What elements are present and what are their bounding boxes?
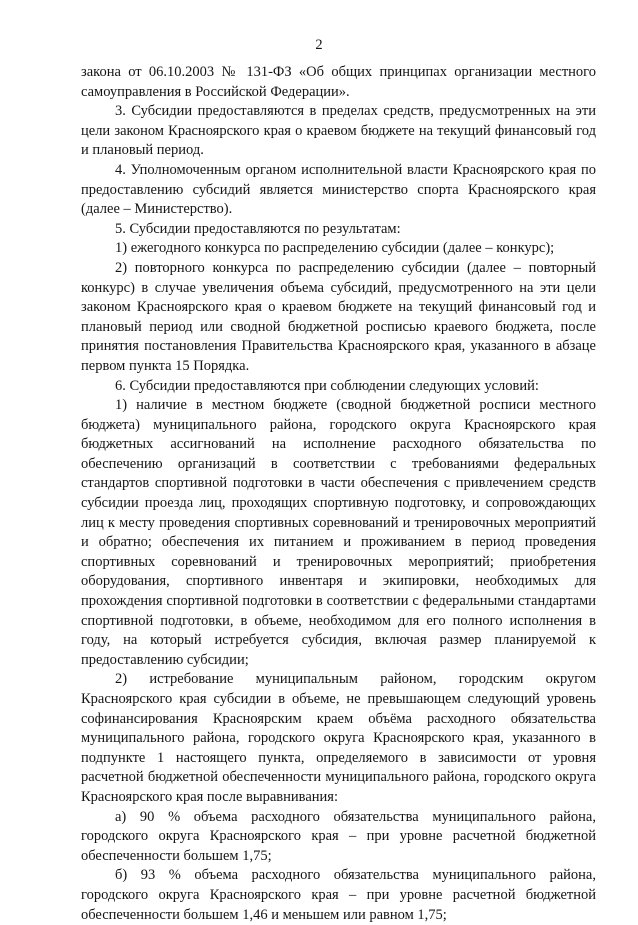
subitem-5-2: 2) повторного конкурса по распределению субсидии (далее – повторный конкурс) в случае увеличения объема субсидий, предусмотренного на эти цели законом Красноярского края о краевом бюджете на текущий финансовый год и плановый период или сводной бюджетной росписью краевого бюджета, после принятия постановления Правительства Красноярского края, указанного в абзаце первом пункта 15 Порядка. [81,259,596,374]
page-number: 2 [315,37,323,53]
paragraph-item-5: 5. Субсидии предоставляются по результатам: [115,220,401,237]
subitem-6-2-b: б) 93 % объема расходного обязательства муниципального района, городского округа Красноярского края – при уровне расчетной бюджетной обеспеченности большем 1,46 и меньшем или равном 1,75; [81,867,596,923]
document-body [81,63,596,925]
paragraph: закона от 06.10.2003 № 131-ФЗ «Об общих принципах организации местного самоуправления в Российской Федерации». [81,64,596,100]
paragraph-item-4: 4. Уполномоченным органом исполнительной власти Красноярского края по предоставлению субсидий является министерство спорта Красноярского края (далее – Министерство). [81,161,596,218]
subitem-5-1: 1) ежегодного конкурса по распределению субсидии (далее – конкурс); [115,240,555,257]
paragraph-item-3: 3. Субсидии предоставляются в пределах средств, предусмотренных на эти цели законом Красноярского края о краевом бюджете на текущий финансовый год и плановый период. [81,103,596,159]
subitem-6-2: 2) истребование муниципальным районом, городским округом Красноярского края субсидии в объеме, не превышающем следующий уровень софинансирования Красноярским краем объёма расходного обязательства муниципального района, городского округа Красноярского края, указанного в подпункте 1 настоящего пункта, определяемого в зависимости от уровня расчетной бюджетной обеспеченности муниципального района, городского округа Красноярского края после выравнивания: [81,671,596,805]
paragraph-item-6: 6. Субсидии предоставляются при соблюдении следующих условий: [115,377,539,394]
subitem-6-2-a: а) 90 % объема расходного обязательства муниципального района, городского округа Красноярского края – при уровне расчетной бюджетной обеспеченности большем 1,75; [81,808,596,864]
subitem-6-1: 1) наличие в местном бюджете (сводной бюджетной росписи местного бюджета) муниципального района, городского округа Красноярского края бюджетных ассигнований на исполнение расходного обязательства по обеспечению организаций в соответствии с требованиями федеральных стандартов спортивной подготовки в части обеспечения с привлечением средств субсидии проезда лиц, проходящих спортивную подготовку, и сопровождающих лиц к месту проведения спортивных соревнований и тренировочных мероприятий и обратно; обеспечения их питанием и проживанием в период проведения спортивных соревнований и тренировочных мероприятий; приобретения оборудования, спортивного инвентаря и экипировки, необходимых для прохождения спортивной подготовки в соответствии с федеральными стандартами спортивной подготовки, в объеме, необходимом для его полного исполнения в году, на который истребуется субсидия, включая размер планируемой к предоставлению субсидии; [81,397,596,668]
